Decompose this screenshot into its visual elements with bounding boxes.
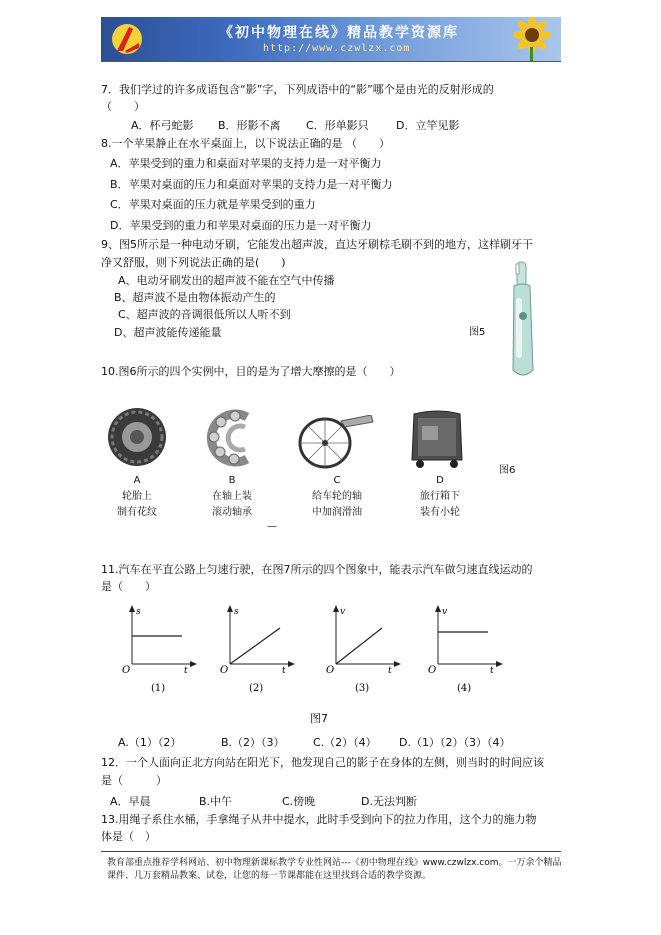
graph-1-origin: O bbox=[122, 665, 131, 676]
q13-stem-line1: 13.用绳子系住水桶，手拿绳子从井中提水，此时手受到向下的拉力作用，这个力的施力物 bbox=[101, 813, 537, 826]
q12-option-b: B.中午 bbox=[199, 795, 233, 808]
figure5-label: 图5 bbox=[469, 327, 486, 338]
graph-2 bbox=[216, 602, 298, 697]
q12-stem-line1: 12．一个人面向正北方向站在阳光下，他发现自己的影子在身体的左侧，则当时的时间应该 bbox=[101, 756, 544, 769]
q10-dash: — bbox=[267, 521, 277, 532]
q10-item-c-letter: C bbox=[333, 475, 341, 486]
q10-item-a-line2: 制有花纹 bbox=[117, 507, 157, 518]
graph-2-yaxis: s bbox=[234, 607, 239, 617]
q9-stem-line1: 9、图5所示是一种电动牙刷，它能发出超声波，直达牙刷棕毛刷不到的地方，这样刷牙干 bbox=[101, 238, 533, 251]
graph-3-origin: O bbox=[326, 665, 335, 676]
q7-stem: 7．我们学过的许多成语包含“影”字，下列成语中的“影”哪个是由光的反射形成的 bbox=[101, 83, 494, 96]
graph-4-yaxis: v bbox=[442, 607, 448, 617]
q12-stem-line2: 是（ ） bbox=[101, 774, 167, 787]
q8-stem: 8.一个苹果静止在水平桌面上，以下说法正确的是 （ ） bbox=[101, 137, 390, 150]
graph-2-origin: O bbox=[220, 665, 229, 676]
q8-option-c: C．苹果对桌面的压力就是苹果受到的重力 bbox=[110, 198, 316, 211]
q10-item-d-letter: D bbox=[436, 475, 444, 486]
q7-paren: （ ） bbox=[101, 100, 145, 113]
q10-item-c-line2: 中加润滑油 bbox=[312, 507, 362, 518]
q12-option-a: A．早晨 bbox=[110, 795, 151, 808]
q9-option-b: B、超声波不是由物体振动产生的 bbox=[114, 291, 276, 304]
q10-item-b-letter: B bbox=[228, 475, 236, 486]
q10-item-a-line1: 轮胎上 bbox=[122, 491, 152, 502]
graph-3-xaxis: t bbox=[388, 666, 392, 676]
electric-toothbrush-icon bbox=[503, 258, 543, 383]
q12-option-c: C.傍晚 bbox=[282, 795, 316, 808]
q11-option-b: B.（2）（3） bbox=[221, 736, 285, 749]
q10-item-d-line1: 旅行箱下 bbox=[420, 491, 460, 502]
q7-option-b: B．形影不离 bbox=[218, 119, 281, 132]
q7-option-c: C．形单影只 bbox=[306, 119, 369, 132]
q11-stem-line2: 是（ ） bbox=[101, 580, 156, 593]
q10-item-b-line1: 在轴上装 bbox=[212, 491, 252, 502]
q10-item-a-letter: A bbox=[133, 475, 141, 486]
q10-item-d-line2: 装有小轮 bbox=[420, 507, 460, 518]
banner-title: 《初中物理在线》精品教学资源库 bbox=[219, 25, 459, 41]
tire-icon bbox=[105, 405, 170, 470]
figure6-label: 图6 bbox=[499, 465, 516, 476]
graph-2-label: (2) bbox=[249, 683, 264, 694]
q11-option-c: C.（2）（4） bbox=[313, 736, 377, 749]
q9-stem-line2: 净又舒服，则下列说法正确的是( ) bbox=[101, 256, 286, 269]
header-rule bbox=[101, 61, 561, 62]
q11-stem-line1: 11.汽车在平直公路上匀速行驶，在图7所示的四个图象中，能表示汽车做匀速直线运动的 bbox=[101, 563, 533, 576]
ball-bearing-icon bbox=[205, 407, 265, 469]
graph-3-label: (3) bbox=[355, 683, 370, 694]
q9-option-d: D、超声波能传递能量 bbox=[114, 326, 222, 339]
graph-1-label: (1) bbox=[151, 683, 166, 694]
graph-2-xaxis: t bbox=[282, 666, 286, 676]
q12-option-d: D.无法判断 bbox=[361, 795, 417, 808]
graph-1-yaxis: s bbox=[136, 607, 141, 617]
q8-option-b: B．苹果对桌面的压力和桌面对苹果的支持力是一对平衡力 bbox=[110, 178, 393, 191]
graph-4-label: (4) bbox=[457, 683, 472, 694]
q10-item-b bbox=[192, 473, 272, 521]
q9-option-a: A、电动牙刷发出的超声波不能在空气中传播 bbox=[118, 274, 335, 287]
bicycle-wheel-icon bbox=[297, 415, 377, 470]
figure7-label: 图7 bbox=[310, 712, 328, 725]
site-logo-icon bbox=[109, 21, 145, 57]
q11-option-d: D.（1）（2）（3）（4） bbox=[399, 736, 511, 749]
q10-stem: 10.图6所示的四个实例中，目的是为了增大摩擦的是（ ） bbox=[101, 365, 401, 378]
q9-option-c: C、超声波的音调很低所以人听不到 bbox=[118, 308, 291, 321]
graph-1-xaxis: t bbox=[184, 666, 188, 676]
sunflower-icon bbox=[496, 17, 561, 61]
graph-1 bbox=[118, 602, 200, 697]
graph-4-origin: O bbox=[428, 665, 437, 676]
footer-text: 教育部重点推荐学科网站、初中物理新课标教学专业性网站---《初中物理在线》www.czwlzx.com。一万余个精品课件、几万套精品教案、试卷，让您的每一节课都能在这里找到合适的教学资源。 bbox=[107, 858, 562, 881]
graph-4 bbox=[424, 602, 506, 697]
suitcase-icon bbox=[408, 406, 468, 470]
header-banner bbox=[101, 17, 561, 61]
graph-3 bbox=[322, 602, 404, 697]
graph-3-yaxis: v bbox=[340, 607, 346, 617]
q8-option-d: D．苹果受到的重力和苹果对桌面的压力是一对平衡力 bbox=[110, 219, 372, 232]
q13-stem-line2: 体是（ ） bbox=[101, 830, 156, 843]
q10-item-c-line1: 给车轮的轴 bbox=[312, 491, 362, 502]
q10-item-b-line2: 滚动轴承 bbox=[212, 507, 252, 518]
q7-option-a: A．杯弓蛇影 bbox=[131, 119, 194, 132]
footer-rule bbox=[101, 851, 561, 852]
q7-option-d: D．立竿见影 bbox=[396, 119, 460, 132]
q10-item-d bbox=[400, 473, 480, 521]
banner-url[interactable]: http://www.czwlzx.com bbox=[263, 43, 411, 54]
q11-option-a: A.（1）（2） bbox=[118, 736, 182, 749]
graph-4-xaxis: t bbox=[490, 666, 494, 676]
q8-option-a: A．苹果受到的重力和桌面对苹果的支持力是一对平衡力 bbox=[110, 157, 382, 170]
q10-item-c bbox=[297, 473, 377, 521]
q10-item-a bbox=[97, 473, 177, 521]
